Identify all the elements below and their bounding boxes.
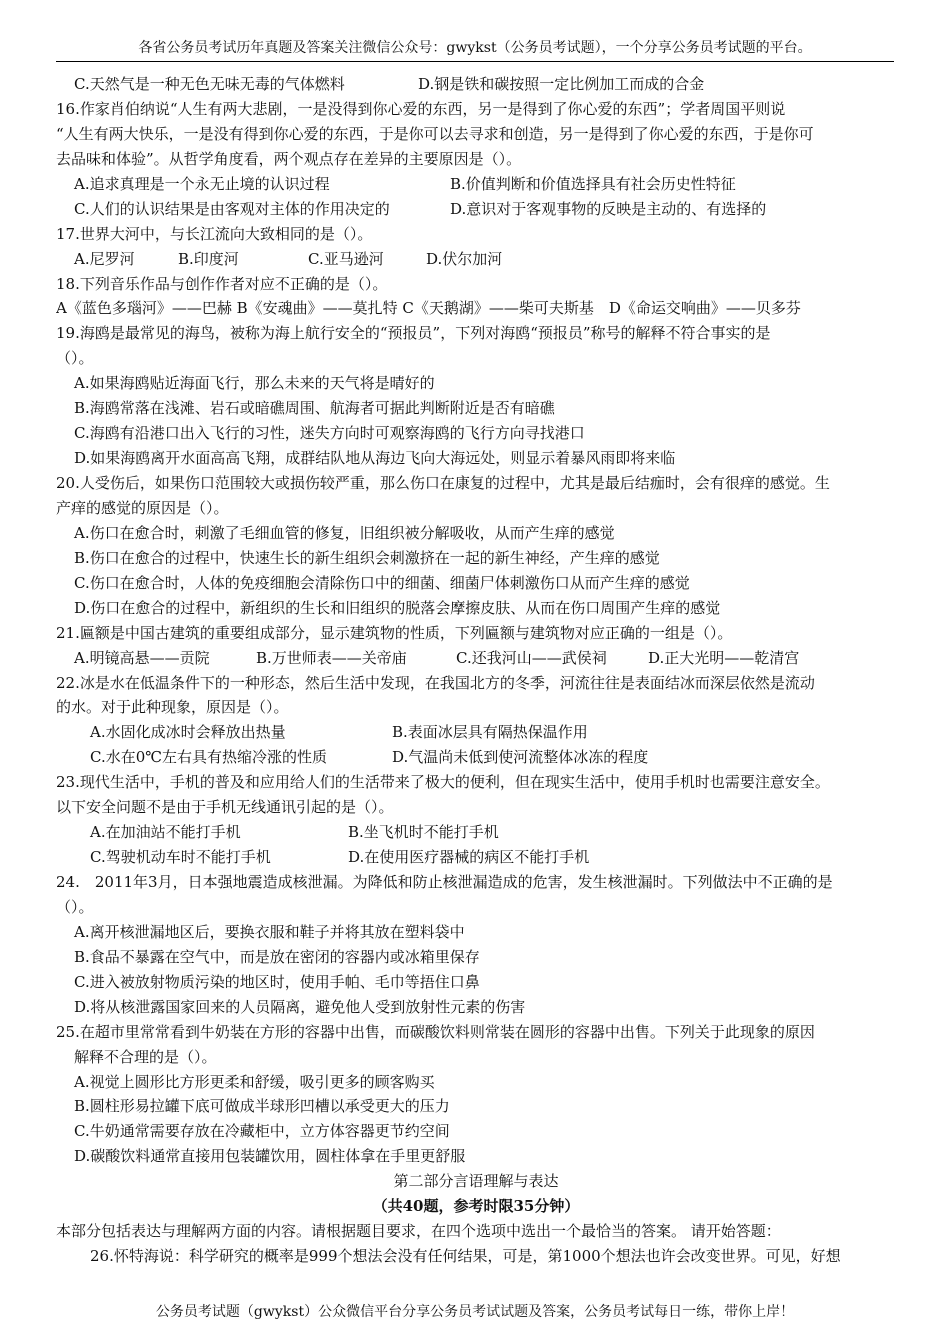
q22-option-d: D.气温尚未低到使河流整体冰冻的程度 bbox=[392, 748, 649, 767]
q24-stem-line2: （）。 bbox=[56, 897, 94, 916]
q23-option-c: C.驾驶机动车时不能打手机 bbox=[90, 848, 271, 867]
q15-option-c: C.天然气是一种无色无味无毒的气体燃料 bbox=[74, 75, 345, 93]
q21-option-c: C.还我河山——武侯祠 bbox=[456, 648, 607, 667]
q17-option-a: A.尼罗河 bbox=[74, 249, 135, 268]
q16-stem-line3: 去品味和体验”。从哲学角度看，两个观点存在差异的主要原因是（）。 bbox=[56, 149, 522, 168]
q21-option-d: D.正大光明——乾清宫 bbox=[648, 648, 800, 667]
q21-stem: 21.匾额是中国古建筑的重要组成部分，显示建筑物的性质，下列匾额与建筑物对应正确的一组是（）。 bbox=[56, 623, 733, 642]
q19-option-b: B.海鸥常落在浅滩、岩石或暗礁周围、航海者可据此判断附近是否有暗礁 bbox=[74, 399, 555, 418]
q19-option-d: D.如果海鸥离开水面高高飞翔，成群结队地从海边飞向大海远处，则显示着暴风雨即将来临 bbox=[74, 449, 676, 468]
q18-options: A《蓝色多瑙河》——巴赫 B《安魂曲》——莫扎特 C《天鹅湖》——柴可夫斯基 D《命运交响曲》——贝多芬 bbox=[56, 299, 801, 318]
q17-option-c: C.亚马逊河 bbox=[308, 249, 384, 268]
q23-stem-line1: 23.现代生活中，手机的普及和应用给人们的生活带来了极大的便利，但在现实生活中，使用手机时也需要注意安全。 bbox=[56, 773, 830, 792]
q23-option-d: D.在使用医疗器械的病区不能打手机 bbox=[348, 848, 590, 867]
q18-stem: 18.下列音乐作品与创作作者对应不正确的是（）。 bbox=[56, 274, 388, 293]
q16-stem-line1: 16.作家肖伯纳说“人生有两大悲剧，一是没得到你心爱的东西，另一是得到了你心爱的东西”；学者周国平则说 bbox=[56, 99, 786, 118]
q16-options-ab bbox=[56, 172, 896, 197]
q20-option-b: B.伤口在愈合的过程中，快速生长的新生组织会刺激挤在一起的新生神经，产生痒的感觉 bbox=[74, 548, 660, 567]
q23-options-cd bbox=[56, 845, 896, 870]
section2-subtitle: （共40题，参考时限35分钟） bbox=[372, 1197, 580, 1216]
exam-content bbox=[56, 72, 896, 1269]
q16-option-a: A.追求真理是一个永无止境的认识过程 bbox=[74, 174, 330, 193]
q22-option-a: A.水固化成冰时会释放出热量 bbox=[90, 723, 286, 742]
q24-option-c: C.进入被放射物质污染的地区时，使用手帕、毛巾等捂住口鼻 bbox=[74, 972, 480, 991]
q20-stem-line2: 产痒的感觉的原因是（）。 bbox=[56, 498, 229, 517]
q20-option-d: D.伤口在愈合的过程中，新组织的生长和旧组织的脱落会摩擦皮肤、从而在伤口周围产生痒的感觉 bbox=[74, 598, 721, 617]
q19-stem-line1: 19.海鸥是最常见的海鸟，被称为海上航行安全的“预报员”，下列对海鸥“预报员”称号的解释不符合事实的是 bbox=[56, 324, 771, 343]
q22-option-b: B.表面冰层具有隔热保温作用 bbox=[392, 723, 588, 742]
q21-option-b: B.万世师表——关帝庙 bbox=[256, 648, 407, 667]
q23-stem-line2: 以下安全问题不是由于手机无线通讯引起的是（）。 bbox=[56, 798, 394, 817]
q16-stem-line2: “人生有两大快乐，一是没有得到你心爱的东西，于是你可以去寻求和创造，另一是得到了你心爱的东西，于是你可 bbox=[56, 124, 814, 143]
q19-option-c: C.海鸥有沿港口出入飞行的习性，迷失方向时可观察海鸥的飞行方向寻找港口 bbox=[74, 424, 585, 443]
q20-option-c: C.伤口在愈合时，人体的免疫细胞会清除伤口中的细菌、细菌尸体刺激伤口从而产生痒的感觉 bbox=[74, 573, 690, 592]
q25-option-d: D.碳酸饮料通常直接用包装罐饮用，圆柱体拿在手里更舒服 bbox=[74, 1147, 466, 1166]
q23-option-b: B.坐飞机时不能打手机 bbox=[348, 823, 499, 842]
q24-option-b: B.食品不暴露在空气中，而是放在密闭的容器内或冰箱里保存 bbox=[74, 947, 480, 966]
q25-stem-line2: 解释不合理的是（）。 bbox=[74, 1047, 217, 1066]
q21-option-a: A.明镜高悬——贡院 bbox=[74, 648, 210, 667]
q15-option-d: D.钢是铁和碳按照一定比例加工而成的合金 bbox=[418, 75, 705, 93]
q23-options-ab bbox=[56, 820, 896, 845]
q16-option-b: B.价值判断和价值选择具有社会历史性特征 bbox=[450, 174, 736, 193]
q19-stem-line2: （）。 bbox=[56, 349, 94, 368]
page-header: 各省公务员考试历年真题及答案关注微信公众号：gwykst（公务员考试题），一个分享公务员考试题的平台。 bbox=[56, 38, 894, 62]
q15-options-cd bbox=[56, 72, 896, 97]
q24-option-d: D.将从核泄露国家回来的人员隔离，避免他人受到放射性元素的伤害 bbox=[74, 997, 526, 1016]
page-footer: 公务员考试题（gwykst）公众微信平台分享公务员考试试题及答案，公务员考试每日一练，带你上岸！ bbox=[155, 1304, 795, 1320]
q16-option-d: D.意识对于客观事物的反映是主动的、有选择的 bbox=[450, 199, 767, 218]
q24-option-a: A.离开核泄漏地区后，要换衣服和鞋子并将其放在塑料袋中 bbox=[74, 922, 465, 941]
section2-intro: 本部分包括表达与理解两方面的内容。请根据题目要求，在四个选项中选出一个最恰当的答案。 请开始答题： bbox=[56, 1222, 781, 1241]
q17-option-d: D.伏尔加河 bbox=[426, 249, 503, 268]
q17-options bbox=[56, 247, 896, 272]
q24-stem-line1: 24. 2011年3月，日本强地震造成核泄漏。为降低和防止核泄漏造成的危害，发生核泄漏时。下列做法中不正确的是 bbox=[56, 873, 833, 891]
q20-option-a: A.伤口在愈合时，刺激了毛细血管的修复，旧组织被分解吸收，从而产生痒的感觉 bbox=[74, 523, 615, 542]
q25-option-c: C.牛奶通常需要存放在冷藏柜中，立方体容器更节约空间 bbox=[74, 1122, 450, 1141]
q21-options bbox=[56, 646, 896, 671]
q16-option-c: C.人们的认识结果是由客观对主体的作用决定的 bbox=[74, 199, 390, 218]
q22-options-cd bbox=[56, 745, 896, 770]
q26-stem-line1: 26.怀特海说：科学研究的概率是999个想法会没有任何结果，可是，第1000个想法也许会改变世界。可见，好想 bbox=[90, 1247, 841, 1266]
q25-stem-line1: 25.在超市里常常看到牛奶装在方形的容器中出售，而碳酸饮料则常装在圆形的容器中出售。下列关于此现象的原因 bbox=[56, 1022, 815, 1041]
q25-option-b: B.圆柱形易拉罐下底可做成半球形凹槽以承受更大的压力 bbox=[74, 1097, 450, 1116]
q17-stem: 17.世界大河中，与长江流向大致相同的是（）。 bbox=[56, 224, 373, 243]
q17-option-b: B.印度河 bbox=[178, 249, 239, 268]
q23-option-a: A.在加油站不能打手机 bbox=[90, 823, 241, 842]
q25-option-a: A.视觉上圆形比方形更柔和舒缓，吸引更多的顾客购买 bbox=[74, 1072, 435, 1091]
q20-stem-line1: 20.人受伤后，如果伤口范围较大或损伤较严重，那么伤口在康复的过程中，尤其是最后结痂时，会有很痒的感觉。生 bbox=[56, 474, 830, 492]
q22-stem-line2: 的水。对于此种现象，原因是（）。 bbox=[56, 698, 289, 717]
q16-options-cd bbox=[56, 197, 896, 222]
q22-options-ab bbox=[56, 720, 896, 745]
section2-title: 第二部分言语理解与表达 bbox=[393, 1172, 559, 1191]
q22-stem-line1: 22.冰是水在低温条件下的一种形态，然后生活中发现，在我国北方的冬季，河流往往是表面结冰而深层依然是流动 bbox=[56, 673, 815, 692]
q22-option-c: C.水在0℃左右具有热缩冷涨的性质 bbox=[90, 748, 328, 767]
q19-option-a: A.如果海鸥贴近海面飞行，那么未来的天气将是晴好的 bbox=[74, 374, 435, 393]
